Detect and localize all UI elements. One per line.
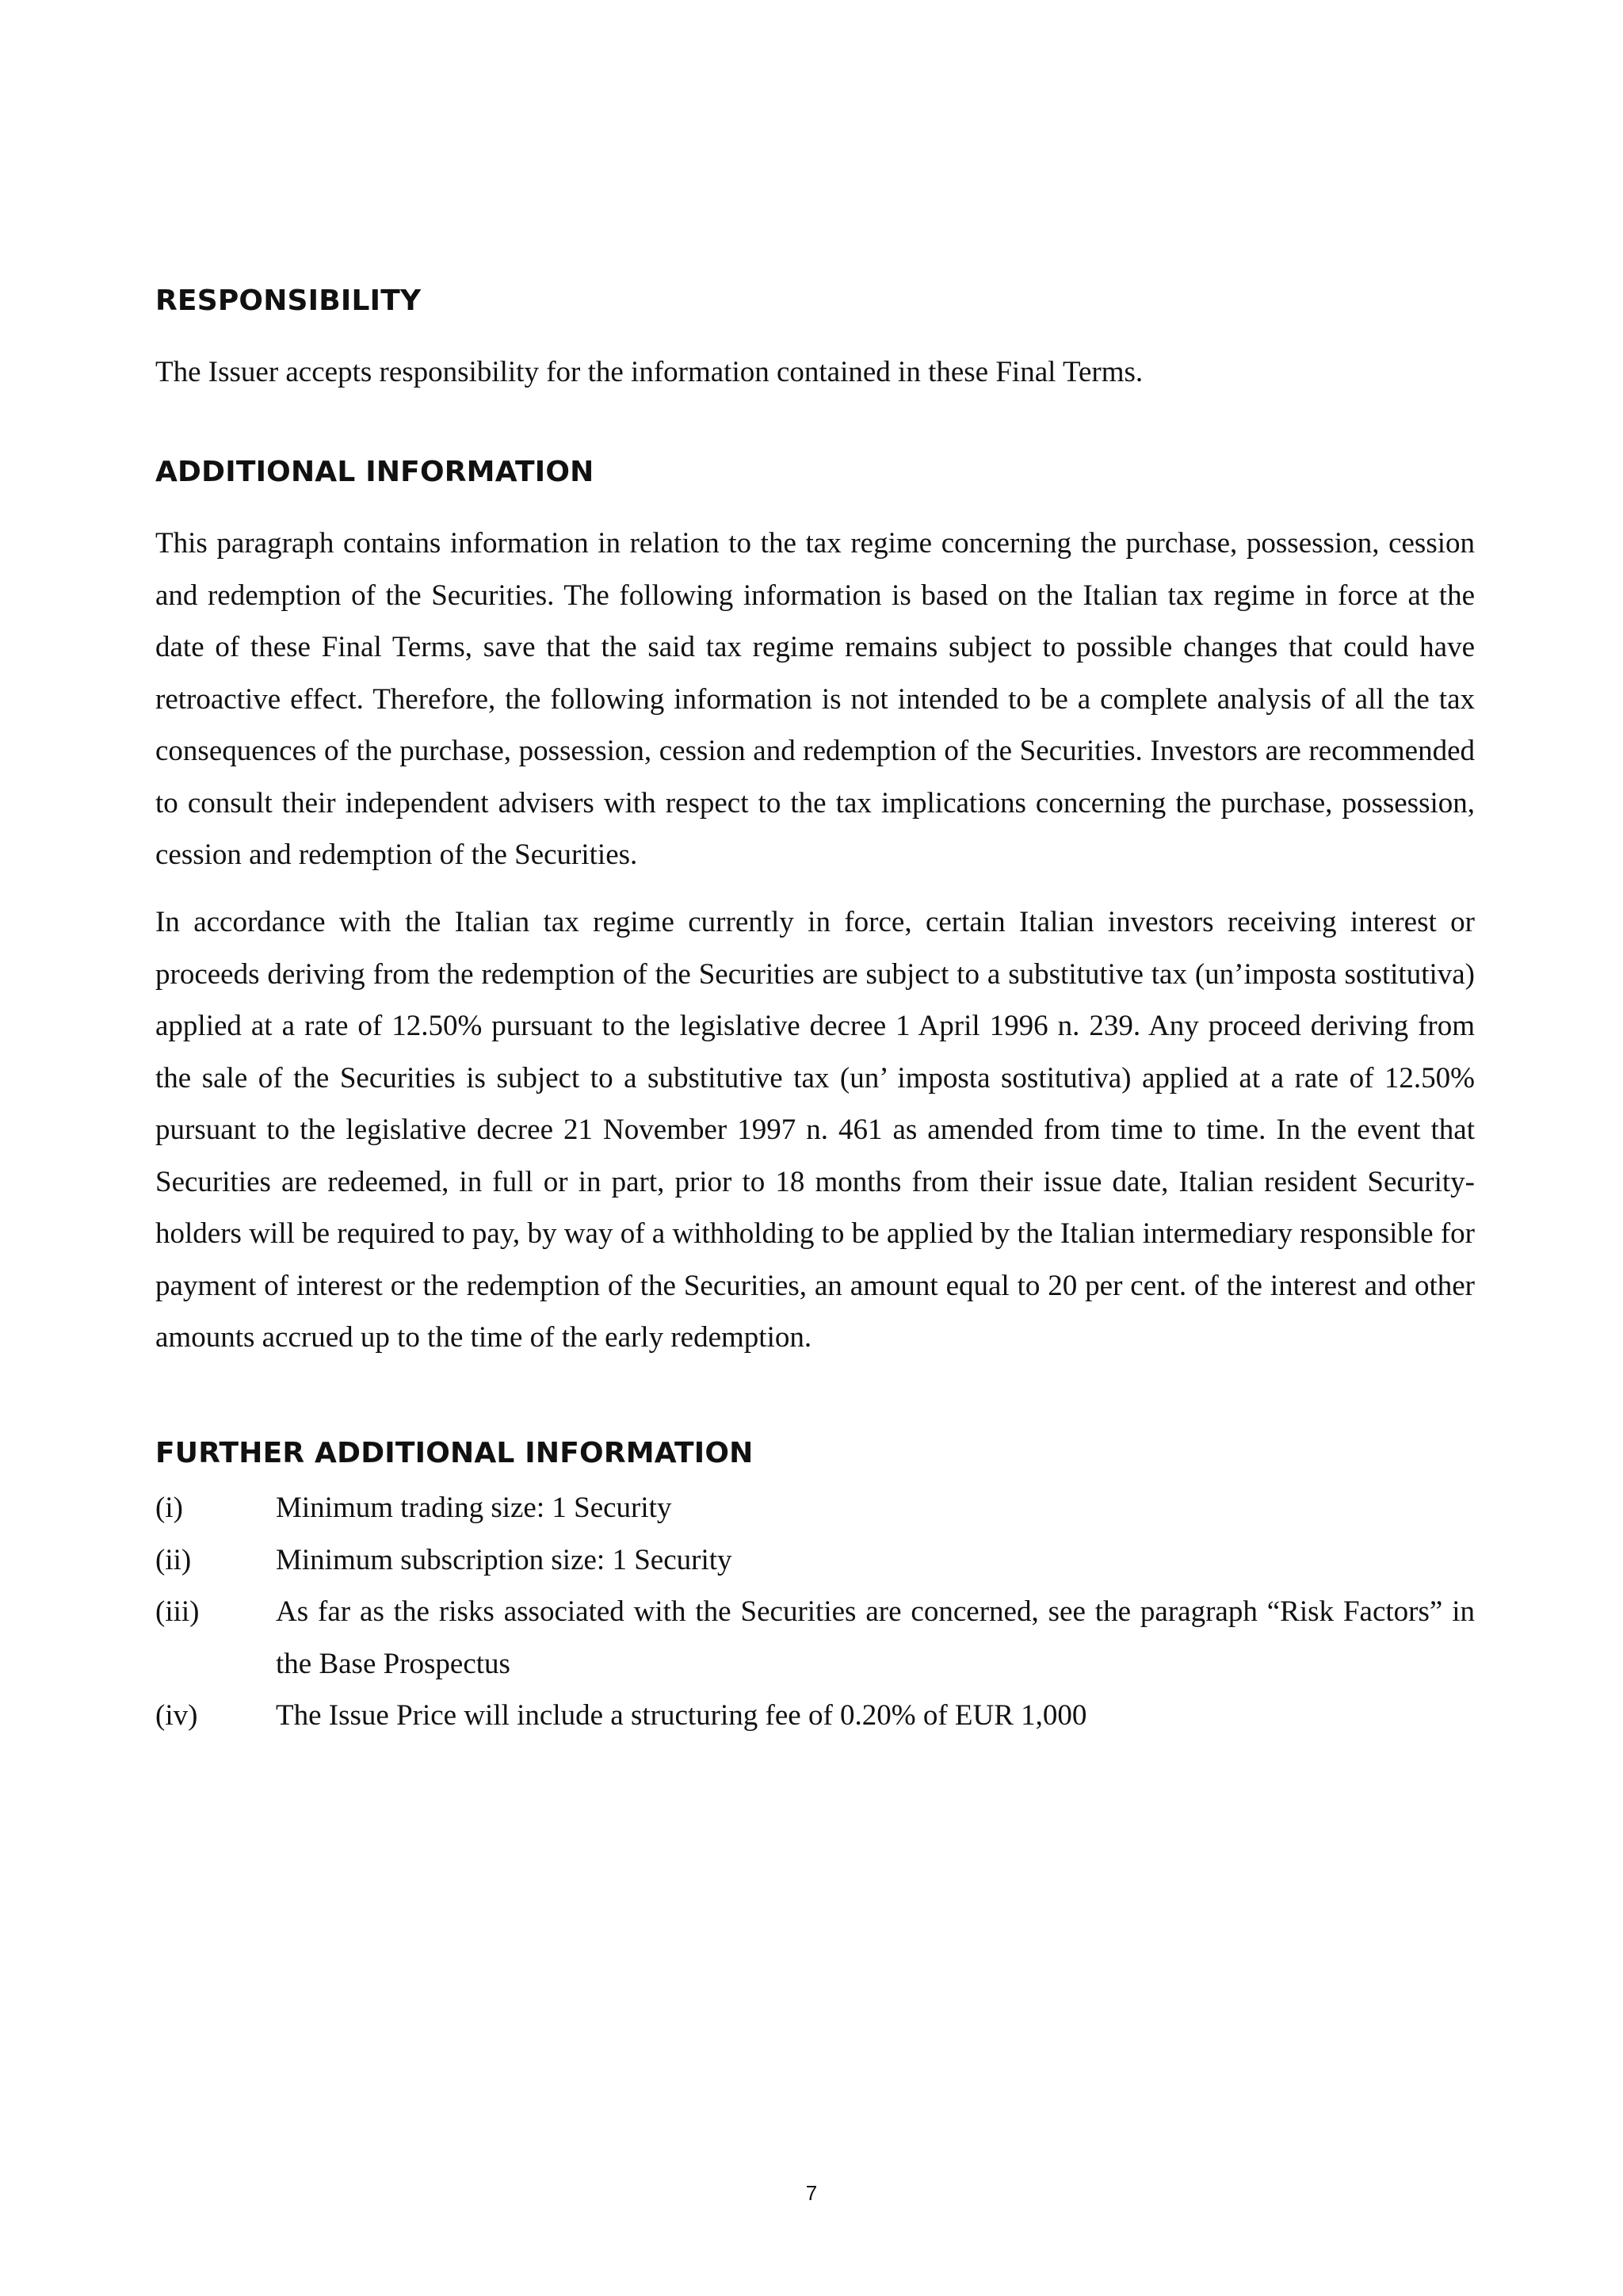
list-item	[155, 1534, 1475, 1587]
responsibility-text: The Issuer accepts responsibility for the information contained in these Final Terms.	[155, 356, 1144, 388]
list-item-text: Minimum subscription size: 1 Security	[276, 1543, 732, 1576]
tax-regime-paragraph: This paragraph contains information in relation to the tax regime concerning the purchase, possession, cession and redemption of the Securities. The following information is based on the Italian tax regime in force at the date of these Final Terms, save that the said tax regime remains subject to possible changes that could have retroactive effect. Therefore, the following information is not intended to be a complete analysis of all the tax consequences of the purchase, possession, cession and redemption of the Securities. Investors are recommended to consult their independent advisers with respect to the tax implications concerning the purchase, possession, cession and redemption of the Securities.	[155, 527, 1475, 871]
list-item-number: (i)	[155, 1492, 183, 1524]
further-additional-information-heading: FURTHER ADDITIONAL INFORMATION	[155, 1437, 754, 1469]
list-item-text: The Issue Price will include a structuring fee of 0.20% of EUR 1,000	[276, 1699, 1087, 1732]
responsibility-heading: RESPONSIBILITY	[155, 285, 422, 317]
page-number: 7	[805, 2181, 818, 2205]
additional-information-heading: ADDITIONAL INFORMATION	[155, 456, 594, 488]
list-item-text: As far as the risks associated with the Securities are concerned, see the paragraph “Risk Factors” in the Base Prospectus	[276, 1595, 1475, 1680]
italian-tax-paragraph: In accordance with the Italian tax regime currently in force, certain Italian investors receiving interest or proceeds deriving from the redemption of the Securities are subject to a substitutive tax (un’imposta sostitutiva) applied at a rate of 12.50% pursuant to the legislative decree 1 April 1996 n. 239. Any proceed deriving from the sale of the Securities is subject to a substitutive tax (un’ imposta sostitutiva) applied at a rate of 12.50% pursuant to the legislative decree 21 November 1997 n. 461 as amended from time to time. In the event that Securities are redeemed, in full or in part, prior to 18 months from their issue date, Italian resident Security-holders will be required to pay, by way of a withholding to be applied by the Italian intermediary responsible for payment of interest or the redemption of the Securities, an amount equal to 20 per cent. of the interest and other amounts accrued up to the time of the early redemption.	[155, 906, 1475, 1354]
list-item	[155, 1586, 1475, 1690]
list-item-number: (iv)	[155, 1699, 198, 1732]
further-information-list	[155, 1482, 1475, 1742]
list-item	[155, 1690, 1475, 1742]
list-item	[155, 1482, 1475, 1534]
list-item-text: Minimum trading size: 1 Security	[276, 1492, 672, 1524]
list-item-number: (ii)	[155, 1543, 192, 1576]
list-item-number: (iii)	[155, 1595, 200, 1628]
